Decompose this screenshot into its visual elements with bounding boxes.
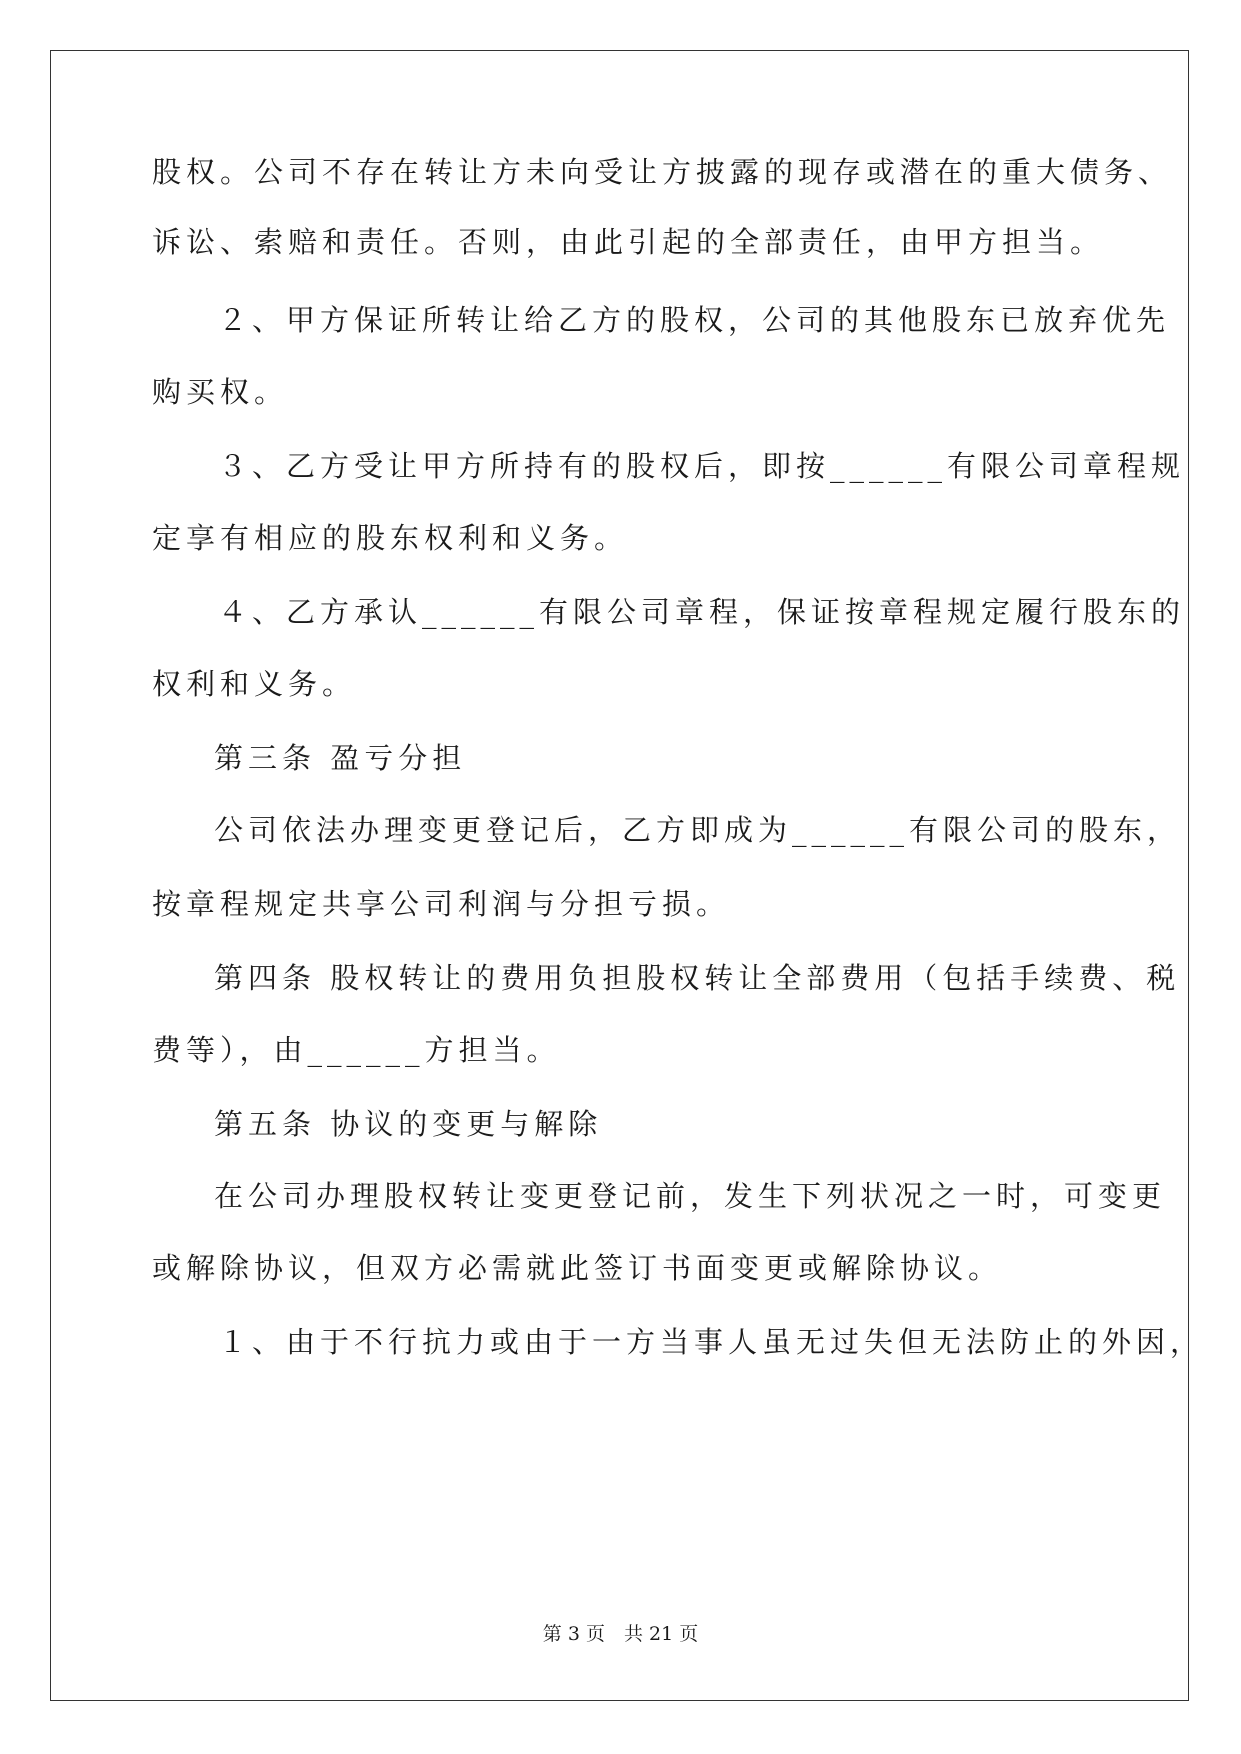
text-line-12: 第四条 股权转让的费用负担股权转让全部费用（包括手续费、税 <box>214 961 1181 995</box>
text-line-5: ３、乙方受让甲方所持有的股权后，即按______有限公司章程规 <box>218 449 1186 483</box>
page-border <box>50 50 1189 1701</box>
text-line-1: 股权。公司不存在转让方未向受让方披露的现存或潜在的重大债务、 <box>152 155 1173 189</box>
text-line-16: 或解除协议，但双方必需就此签订书面变更或解除协议。 <box>152 1251 1003 1285</box>
text-line-13: 费等），由______方担当。 <box>152 1033 561 1067</box>
text-line-11: 按章程规定共享公司利润与分担亏损。 <box>152 887 731 921</box>
text-line-15: 在公司办理股权转让变更登记前，发生下列状况之一时，可变更 <box>214 1179 1167 1213</box>
text-line-10: 公司依法办理变更登记后，乙方即成为______有限公司的股东， <box>214 813 1182 847</box>
text-line-3: ２、甲方保证所转让给乙方的股权，公司的其他股东已放弃优先 <box>218 303 1171 337</box>
page-number-footer: 第 3 页 共 21 页 <box>542 1623 699 1645</box>
section-heading-5: 第五条 协议的变更与解除 <box>214 1107 603 1141</box>
text-line-2: 诉讼、索赔和责任。否则，由此引起的全部责任，由甲方担当。 <box>152 225 1105 259</box>
text-line-8: 权利和义务。 <box>152 667 357 701</box>
text-line-4: 购买权。 <box>152 375 289 409</box>
text-line-17: １、由于不行抗力或由于一方当事人虽无过失但无法防止的外因， <box>218 1325 1205 1359</box>
section-heading-3: 第三条 盈亏分担 <box>214 741 467 775</box>
text-line-6: 定享有相应的股东权利和义务。 <box>152 521 629 555</box>
text-line-7: ４、乙方承认______有限公司章程，保证按章程规定履行股东的 <box>218 595 1186 629</box>
